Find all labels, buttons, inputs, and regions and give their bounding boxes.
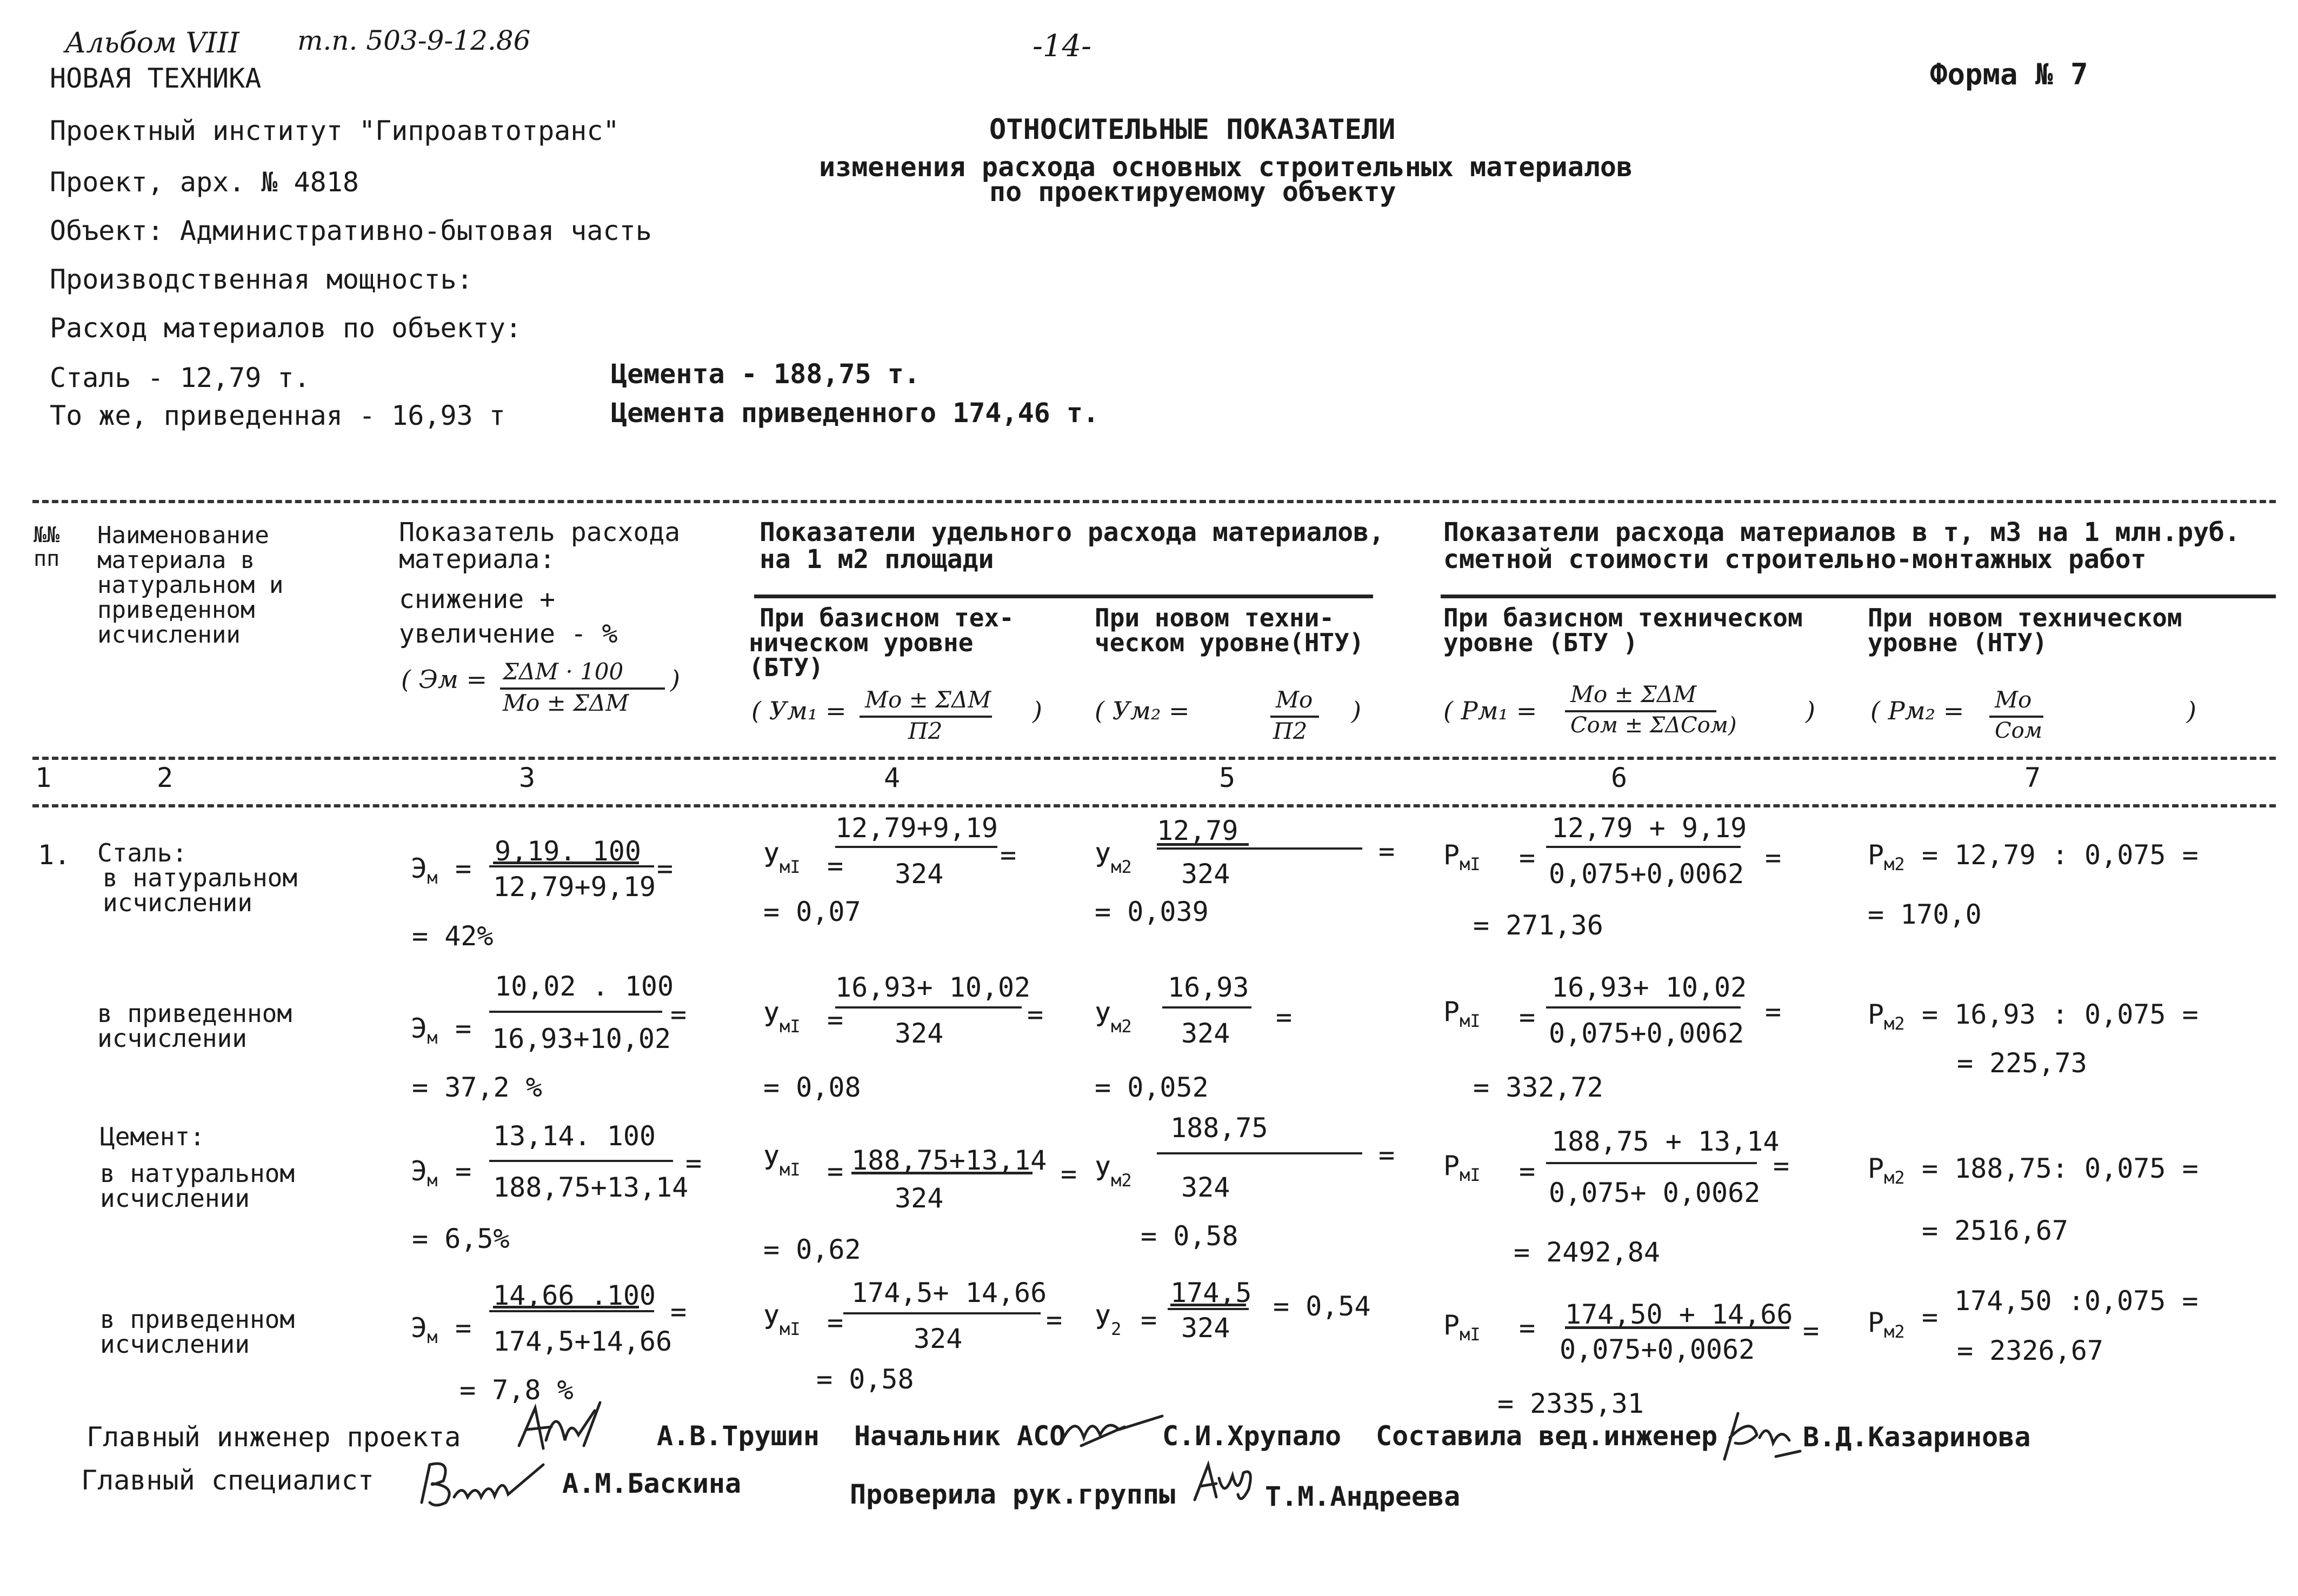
page-title: ОТНОСИТЕЛЬНЫЕ ПОКАЗАТЕЛИ: [989, 113, 1396, 146]
row1-p2-line1: = 12,79 : 0,075 =: [1922, 839, 2199, 871]
row4-e-result: = 7,8 %: [459, 1374, 574, 1406]
aso-head-role: Начальник АСО: [854, 1420, 1066, 1452]
row4-u2-eq: = 0,54: [1273, 1291, 1371, 1322]
compiler-name: В.Д.Казаринова: [1803, 1421, 2031, 1453]
col6-header: При базисном техническом уровне (БТУ ): [1443, 603, 1803, 657]
row3-p1-eq: =: [1773, 1150, 1790, 1181]
row1-u2-symbol: $У_{м2}$: [1095, 842, 1132, 877]
group67-header: Показатели расхода материалов в т, м3 на 1 млн.руб. сметной стоимости строительно-монтажных работ: [1443, 517, 2240, 575]
row1-e-result: = 42%: [412, 920, 494, 952]
col5-header: При новом техни- ческом уровне(НТУ): [1095, 603, 1364, 657]
row4-u1-eq: =: [1046, 1304, 1063, 1335]
row4-p2-line2: = 2326,67: [1957, 1335, 2103, 1366]
col2-header: Наименование материала в натуральном и приведенном исчислении: [97, 522, 284, 649]
aso-head-signature: [1060, 1408, 1168, 1451]
chief-specialist-name: А.М.Баскина: [562, 1468, 742, 1499]
row3-u1-result: = 0,62: [763, 1234, 861, 1265]
table-top-rule: [32, 500, 2276, 503]
row4-p2-symbol: $Р_{м2}$: [1868, 1307, 1905, 1342]
col5-formula-lhs: ( Ум₂ =: [1095, 696, 1190, 725]
row1-p1-symbol: $Р_{мI}$: [1443, 839, 1481, 874]
row4-p1-eq: =: [1803, 1315, 1820, 1346]
row3-u1-symbol: $У_{мI}$: [763, 1145, 801, 1180]
col3-formula-close: ): [670, 665, 680, 694]
row3-p1-num: 188,75 + 13,14: [1551, 1126, 1780, 1157]
row1-p2-symbol: $Р_{м2}$: [1868, 839, 1905, 874]
row3-p2-line1: = 188,75: 0,075 =: [1922, 1153, 2199, 1184]
project: Проект, арх. № 4818: [50, 166, 359, 198]
col4-formula-den: П2: [908, 718, 943, 744]
row2-u2-num: 16,93: [1168, 972, 1249, 1003]
row4-p1-den: 0,075+0,0062: [1560, 1334, 1755, 1365]
col7-header: При новом техническом уровне (НТУ): [1868, 603, 2182, 657]
row2-u2-eq: =: [1276, 1001, 1293, 1033]
chief-specialist-signature: [414, 1454, 554, 1513]
col6-formula-lhs: ( Рм₁ =: [1443, 696, 1537, 725]
col3-header: Показатель расхода материала: снижение + увеличение - %: [399, 517, 681, 649]
row4-u2-bar: [1168, 1308, 1249, 1310]
row1-u1-eq: =: [1000, 839, 1017, 871]
row4-p1-num: 174,50 + 14,66: [1565, 1299, 1793, 1330]
row4-u2-num: 174,5: [1170, 1277, 1252, 1308]
row3-e-den: 188,75+13,14: [493, 1172, 689, 1203]
row4-p1-bar: [1565, 1326, 1789, 1329]
row3-u1-bar: [851, 1172, 1033, 1174]
row4-u1-den: 324: [914, 1323, 963, 1354]
col5-formula-den: П2: [1273, 718, 1308, 744]
row3-e-result: = 6,5%: [412, 1223, 510, 1254]
col7-formula-num: Мо: [1995, 686, 2032, 713]
steel-reduced-amount: То же, приведенная - 16,93 т: [50, 400, 505, 431]
row2-e-den: 16,93+10,02: [492, 1023, 671, 1054]
row2-u1-eq: =: [1027, 999, 1044, 1030]
row4-e-eq: =: [670, 1296, 687, 1327]
row1-number: 1.: [38, 839, 71, 871]
col-num-5: 5: [1219, 762, 1236, 793]
row1-p1-result: = 271,36: [1473, 910, 1603, 941]
row2-e-symbol: $Э_м$: [411, 1013, 438, 1048]
row1-u1-symbol: $У_{мI}$: [763, 842, 801, 877]
col3-formula-lhs: ( Эм =: [401, 665, 488, 694]
row1-e-bar: [489, 865, 654, 867]
row3-e-num: 13,14. 100: [493, 1120, 656, 1152]
row2-u2-symbol: $У_{м2}$: [1095, 1001, 1132, 1037]
aso-head-name: С.И.Хрупало: [1162, 1420, 1342, 1452]
row2-u2-den: 324: [1181, 1018, 1230, 1049]
row3-u2-result: = 0,58: [1141, 1220, 1238, 1252]
row2-e-eq: =: [670, 999, 687, 1030]
row1-u1-bar: [835, 846, 997, 848]
steel-amount: Сталь - 12,79 т.: [50, 362, 310, 393]
row2-u1-den: 324: [895, 1018, 944, 1049]
row4-p1-symbol: $Р_{мI}$: [1443, 1310, 1481, 1345]
row3-u1-den: 324: [895, 1183, 944, 1214]
row1-u2-bar: [1157, 847, 1362, 850]
row3-u1-num: 188,75+13,14: [851, 1145, 1047, 1176]
row4-e-num: 14,66 .100: [493, 1280, 656, 1311]
col3-formula-den: Мо ± ΣΔМ: [503, 690, 629, 716]
row1-u2-den: 324: [1181, 858, 1230, 890]
col5-formula-num: Мо: [1276, 686, 1313, 713]
page-subtitle-2: по проектируемому объекту: [989, 176, 1396, 208]
row4-p2-line1: 174,50 :0,075 =: [1954, 1285, 2199, 1317]
row3-e-symbol: $Э_м$: [411, 1156, 438, 1191]
col6-formula-close: ): [1806, 696, 1815, 725]
cement-reduced-amount: Цемента приведенного 174,46 т.: [611, 397, 1100, 429]
institute: Проектный институт "Гипроавтотранс": [50, 115, 620, 146]
capacity: Производственная мощность:: [50, 264, 473, 295]
col-num-3: 3: [519, 762, 536, 793]
row2-p1-eq: =: [1765, 996, 1782, 1027]
consumption-label: Расход материалов по объекту:: [50, 312, 522, 344]
group67-rule: [1441, 595, 2276, 598]
col4-formula-lhs: ( Ум₁ =: [751, 696, 847, 725]
col4-formula-num: Мо ± ΣΔМ: [865, 686, 991, 713]
col-num-2: 2: [157, 762, 174, 793]
chief-engineer-name: А.В.Трушин: [657, 1420, 820, 1452]
row2-u2-result: = 0,052: [1095, 1072, 1209, 1103]
row4-e-bar: [489, 1310, 654, 1312]
row2-e-num: 10,02 . 100: [495, 971, 674, 1002]
row4-u2-num-underline: [1170, 1304, 1246, 1306]
col-num-6: 6: [1611, 762, 1628, 793]
col7-formula-close: ): [2187, 696, 2196, 725]
row1-u1-result: = 0,07: [763, 896, 861, 927]
row4-p1-result: = 2335,31: [1497, 1388, 1644, 1419]
row3-u1-eq: =: [1061, 1158, 1077, 1190]
row1-u2-eq: =: [1378, 836, 1395, 867]
row4-e-symbol: $Э_м$: [411, 1312, 438, 1347]
col1-header: №№ пп: [34, 523, 60, 571]
row1-e-num-underline: [493, 862, 639, 864]
col-num-7: 7: [2024, 762, 2041, 793]
row2-p1-bar: [1546, 1006, 1741, 1009]
row2-p1-num: 16,93+ 10,02: [1551, 972, 1747, 1003]
row1-p1-num: 12,79 + 9,19: [1551, 812, 1747, 844]
row1-e-eq: =: [657, 853, 674, 884]
col7-formula-bar: [1989, 716, 2043, 718]
numbers-rule: [32, 804, 2276, 807]
row3-p1-symbol: $Р_{мI}$: [1443, 1150, 1481, 1185]
chief-specialist-role: Главный специалист: [81, 1465, 374, 1496]
row3-e-eq: =: [685, 1147, 702, 1179]
row2-p2-symbol: $Р_{м2}$: [1868, 999, 1905, 1034]
row4-u1-symbol: $У_{мI}$: [763, 1304, 801, 1339]
col6-formula-den: Сом ± ΣΔСом): [1570, 713, 1737, 738]
row3-u2-symbol: $У_{м2}$: [1095, 1156, 1132, 1191]
row1-u2-num-underline: [1157, 843, 1249, 846]
row1-u2-num: 12,79: [1157, 815, 1238, 846]
page-number: -14-: [1033, 29, 1092, 64]
col-num-1: 1: [35, 762, 52, 793]
row1-p2-line2: = 170,0: [1868, 899, 1982, 930]
row4-label: в приведенном исчислении: [100, 1305, 295, 1359]
row4-u1-bar: [843, 1312, 1041, 1314]
row4-u1-num: 174,5+ 14,66: [851, 1277, 1047, 1308]
chief-engineer-role: Главный инженер проекта: [86, 1421, 461, 1453]
row2-e-result: = 37,2 %: [412, 1072, 542, 1103]
header-bottom-rule: [32, 757, 2276, 760]
row1-u2-result: = 0,039: [1095, 896, 1209, 927]
checker-name: Т.М.Андреева: [1265, 1481, 1461, 1512]
row1-p1-bar: [1546, 846, 1741, 848]
col7-formula-den: Сом: [1995, 718, 2042, 743]
row3-label: Цемент: в натуральном исчислении: [100, 1122, 295, 1213]
row2-e-bar: [489, 1011, 662, 1013]
checker-signature: [1189, 1457, 1260, 1511]
series-label: НОВАЯ ТЕХНИКА: [50, 63, 262, 94]
group45-rule: [754, 595, 1373, 598]
row2-p2-line1: = 16,93 : 0,075 =: [1922, 999, 2199, 1030]
album-note: Альбом VIII: [65, 27, 239, 59]
row3-p2-symbol: $Р_{м2}$: [1868, 1153, 1905, 1188]
row1-p1-den: 0,075+0,0062: [1549, 858, 1744, 890]
chief-engineer-signature: [514, 1397, 605, 1462]
row3-u2-eq: =: [1378, 1139, 1395, 1171]
row3-p1-den: 0,075+ 0,0062: [1549, 1177, 1761, 1208]
row3-u2-den: 324: [1181, 1172, 1230, 1203]
row2-u1-num: 16,93+ 10,02: [835, 972, 1031, 1003]
row3-p1-bar: [1546, 1162, 1757, 1164]
row1-label: Сталь: в натуральном исчислении: [97, 838, 298, 917]
form-label: Форма № 7: [1930, 57, 2088, 91]
object: Объект: Административно-бытовая часть: [50, 215, 652, 246]
row3-e-bar: [489, 1160, 673, 1162]
row2-u1-result: = 0,08: [763, 1072, 861, 1103]
row3-p1-result: = 2492,84: [1514, 1237, 1660, 1268]
group45-header: Показатели удельного расхода материалов, на 1 м2 площади: [760, 517, 1384, 575]
col7-formula-lhs: ( Рм₂ =: [1870, 696, 1964, 725]
row2-u1-bar: [835, 1006, 1022, 1009]
row4-e-num-underline: [493, 1306, 639, 1308]
row1-u1-num: 12,79+9,19: [835, 812, 998, 844]
row2-p2-line2: = 225,73: [1957, 1047, 2087, 1079]
row2-u1-symbol: $У_{мI}$: [763, 1001, 801, 1037]
row1-e-den: 12,79+9,19: [493, 871, 656, 903]
col3-formula-num: ΣΔМ · 100: [503, 658, 624, 685]
row4-u2-symbol: $У_2$: [1095, 1304, 1122, 1339]
compiler-signature: [1714, 1405, 1806, 1470]
col6-formula-bar: [1565, 710, 1716, 712]
row2-p1-symbol: $Р_{мI}$: [1443, 996, 1481, 1031]
col4-formula-close: ): [1033, 696, 1042, 725]
row2-u2-bar: [1162, 1006, 1251, 1009]
page-subtitle-1: изменения расхода основных строительных материалов: [819, 151, 1633, 183]
row2-p1-result: = 332,72: [1473, 1072, 1603, 1103]
row3-u2-num: 188,75: [1170, 1112, 1268, 1144]
row4-u2-den: 324: [1181, 1312, 1230, 1344]
row3-p2-line2: = 2516,67: [1922, 1215, 2068, 1246]
row2-label: в приведенном исчислении: [97, 999, 292, 1053]
col-num-4: 4: [884, 762, 901, 793]
row1-p1-eq: =: [1765, 842, 1782, 873]
checker-role: Проверила рук.группы: [850, 1479, 1176, 1510]
row1-e-symbol: $Э_м$: [411, 853, 438, 888]
row4-u1-result: = 0,58: [816, 1364, 914, 1395]
row4-e-den: 174,5+14,66: [493, 1326, 672, 1357]
row1-u1-den: 324: [895, 858, 944, 890]
row2-p1-den: 0,075+0,0062: [1549, 1018, 1744, 1049]
col4-header: При базисном тех- ническом уровне (БТУ): [749, 603, 1014, 682]
cement-amount: Цемента - 188,75 т.: [611, 358, 920, 390]
col5-formula-close: ): [1351, 696, 1361, 725]
compiler-role: Составила вед.инженер: [1376, 1420, 1718, 1452]
col6-formula-num: Мо ± ΣΔМ: [1570, 681, 1697, 707]
row1-e-num: 9,19. 100: [495, 836, 641, 867]
row3-u2-bar: [1157, 1152, 1362, 1154]
tp-note: т.п. 503-9-12.86: [297, 25, 531, 56]
